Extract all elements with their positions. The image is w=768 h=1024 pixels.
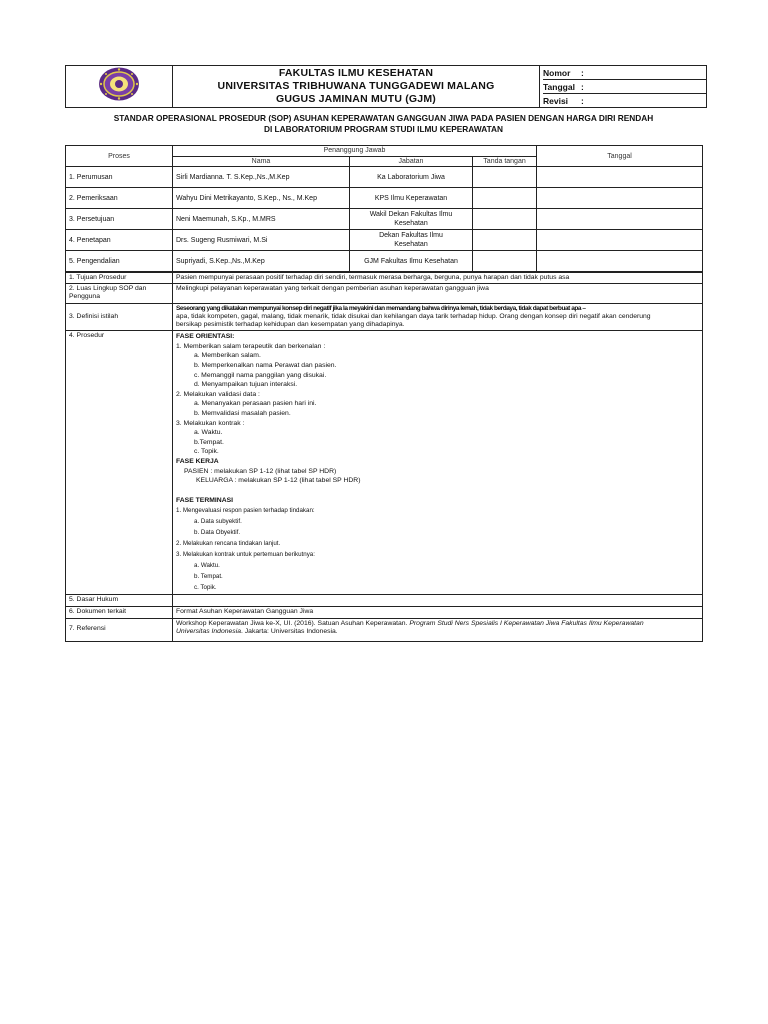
section-referensi: 7. Referensi Workshop Keperawatan Jiwa ke-X, UI. (2016). Satuan Asuhan Keperawatan. Program Studi Ners Spesialis I Keperawatan Jiwa Fakultas Ilmu Keperawatan Universitas Indonesia. Jakarta: Universitas Indonesia.: [66, 618, 703, 641]
gjm-name: GUGUS JAMINAN MUTU (GJM): [276, 93, 436, 105]
logo-cell: [66, 66, 173, 108]
table-row: 4. Penetapan Drs. Sugeng Rusmiwari, M.Si Dekan Fakultas Ilmu Kesehatan: [66, 230, 703, 251]
procedure-table: [65, 272, 703, 642]
signature-cell: [473, 251, 537, 272]
responsibility-table: [65, 145, 703, 272]
university-name: UNIVERSITAS TRIBHUWANA TUNGGADEWI MALANG: [217, 80, 495, 92]
document-meta: [540, 66, 707, 108]
fase-orientasi-title: FASE ORIENTASI:: [176, 333, 235, 341]
fase-kerja-title: FASE KERJA: [176, 457, 219, 465]
col-proses: Proses: [66, 146, 173, 167]
fase-terminasi-title: FASE TERMINASI: [176, 496, 234, 504]
section-definisi: 3. Definisi istilah Seseorang yang dikatakan mempunyai konsep diri negatif jika la meyakini dan memandang bahwa dirinya lemah, tidak berdaya, tidak dapat berbuat apa – apa, tidak kompeten, gagal, malang, tidak menarik, tidak disukai dan kehilangan daya tarik terhadap hidup. Orang dengan konsep diri negatif akan cenderung bersikap pesimistik terhadap kehidupan dan kesempatan yang dihadapinya.: [66, 303, 703, 331]
table-row: 1. Perumusan Sirli Mardianna. T. S.Kep.,Ns.,M.Kep Ka Laboratorium Jiwa: [66, 167, 703, 188]
faculty-name: FAKULTAS ILMU KESEHATAN: [278, 67, 434, 79]
meta-nomor: Nomor :: [543, 67, 584, 78]
date-cell: [537, 188, 703, 209]
table-row: 3. Persetujuan Neni Maemunah, S.Kp., M.MRS Wakil Dekan Fakultas Ilmu Kesehatan: [66, 209, 703, 230]
institution-title: [173, 66, 540, 108]
table-row: 2. Pemeriksaan Wahyu Dini Metrikayanto, S.Kep., Ns., M.Kep KPS Ilmu Keperawatan: [66, 188, 703, 209]
meta-tanggal: Tanggal :: [543, 79, 706, 93]
table-row: 5. Pengendalian Supriyadi, S.Kep.,Ns.,M.Kep GJM Fakultas Ilmu Kesehatan: [66, 251, 703, 272]
date-cell: [537, 209, 703, 230]
date-cell: [537, 230, 703, 251]
signature-cell: [473, 230, 537, 251]
section-luas-lingkup: 2. Luas Lingkup SOP dan Pengguna Melingkupi pelayanan keperawatan yang terkait dengan pemberian asuhan keperawatan gangguan jiwa: [66, 284, 703, 303]
col-tanda-tangan: Tanda tangan: [473, 156, 537, 167]
signature-cell: [473, 188, 537, 209]
meta-revisi: Revisi :: [543, 93, 706, 107]
university-logo-icon: [97, 66, 141, 102]
date-cell: [537, 167, 703, 188]
section-prosedur: 4. Prosedur FASE ORIENTASI: 1. Memberikan salam terapeutik dan berkenalan : a. Memberikan salam. b. Memperkenalkan nama Perawat dan pasien. c. Memanggil nama panggilan yang disukai. d. Menyampaikan tujuan interaksi. 2. Melakukan validasi data : a. Menanyakan perasaan pasien hari ini. b. Memvalidasi masalah pasien. 3. Melakukan kontrak : a. Waktu. b.Tempat. c. Topik. FASE KERJA PASIEN : melakukan SP 1-12 (lihat tabel SP HDR) KELUARGA : melakukan SP 1-12 (lihat tabel SP HDR) FASE TERMINASI 1. Mengevaluasi respon pasien terhadap tindakan: a. Data subyektif. b. Data Obyektif. 2. Melakukan rencana tindakan lanjut. 3. Melakukan kontrak untuk pertemuan berikutnya: a. Waktu. b. Tempat. c. Topik.: [66, 331, 703, 595]
date-cell: [537, 251, 703, 272]
col-penanggung-jawab: Penanggung Jawab: [173, 146, 537, 157]
section-dasar-hukum: 5. Dasar Hukum: [66, 595, 703, 607]
col-tanggal: Tanggal: [537, 146, 703, 167]
section-tujuan: 1. Tujuan Prosedur Pasien mempunyai perasaan positif terhadap diri sendiri, termasuk merasa berharga, berguna, punya harapan dan tidak putus asa: [66, 273, 703, 284]
header-table: [65, 65, 707, 108]
signature-cell: [473, 209, 537, 230]
col-nama: Nama: [173, 156, 350, 167]
document-title: STANDAR OPERASIONAL PROSEDUR (SOP) ASUHAN KEPERAWATAN GANGGUAN JIWA PADA PASIEN DENGAN HARGA DIRI RENDAH DI LABORATORIUM PROGRAM STUDI ILMU KEPERAWATAN: [113, 113, 654, 134]
signature-cell: [473, 167, 537, 188]
col-jabatan: Jabatan: [350, 156, 473, 167]
section-dokumen-terkait: 6. Dokumen terkait Format Asuhan Keperawatan Gangguan Jiwa: [66, 607, 703, 618]
